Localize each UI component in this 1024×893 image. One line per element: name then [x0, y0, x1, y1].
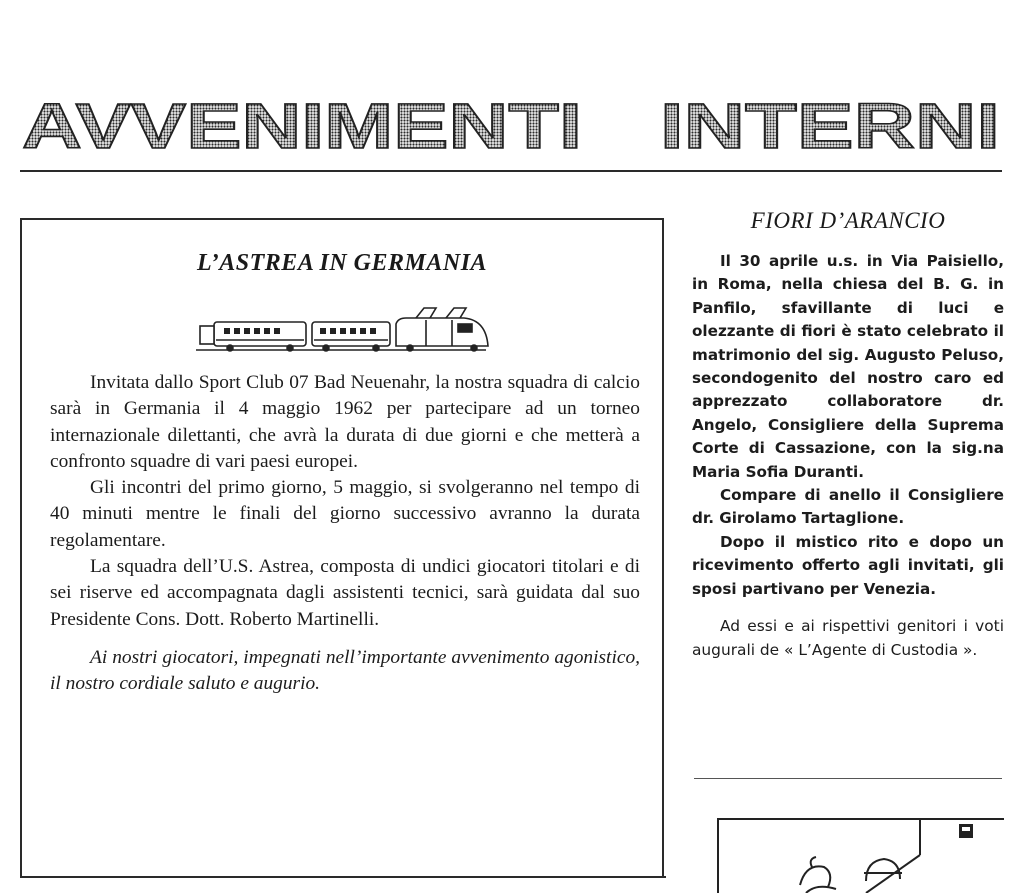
side-article-paragraph: Dopo il mistico rito e dopo un ricevimento offerto agli invitati, gli sposi partivano per Venezia. [692, 532, 1004, 598]
side-article-paragraph: Il 30 aprile u.s. in Via Paisiello, in Roma, nella chiesa del B. G. in Panfilo, sfavillante di luci e olezzante di fiori è stato celebrato il matrimonio del sig. Augusto Peluso, secondogenito del nostro caro ed apprezzato collaboratore dr. Angelo, Consigliere della Suprema Corte di Cassazione, con la sig.na Maria Sofia Duranti. [692, 252, 1004, 481]
side-article-regards-text: Ad essi e ai rispettivi genitori i voti augurali de « L’Agente di Custodia ». [692, 617, 1004, 659]
train-icon [194, 302, 490, 358]
svg-text:INTERNI: INTERNI [660, 98, 1000, 154]
main-article-box [20, 218, 664, 876]
masthead-lettering [22, 98, 1000, 154]
side-article-body [692, 250, 1004, 601]
cartoon-icon [716, 815, 1006, 893]
cartoon-illustration [716, 815, 1006, 893]
side-article-regards [692, 615, 1004, 662]
side-column-divider [694, 778, 1002, 779]
side-article-paragraph: Compare di anello il Consigliere dr. Girolamo Tartaglione. [692, 486, 1004, 528]
side-article [692, 208, 1004, 662]
masthead-divider [20, 170, 1002, 172]
main-article-closing: Ai nostri giocatori, impegnati nell’importante avvenimento agonistico, il nostro cordiale saluto e augurio. [50, 646, 640, 695]
section-masthead [22, 98, 1000, 154]
svg-text:AVVENIMENTI: AVVENIMENTI [22, 98, 582, 154]
main-article-bottom-rule [20, 876, 666, 878]
train-illustration [194, 302, 490, 358]
main-article-title: L’ASTREA IN GERMANIA [196, 250, 488, 276]
side-article-title: FIORI D’ARANCIO [750, 208, 946, 233]
main-article-paragraph: Gli incontri del primo giorno, 5 maggio, si svolgeranno nel tempo di 40 minuti mentre le finali del giorno successivo avranno la durata regolamentare. [50, 477, 640, 551]
main-article-body [50, 370, 640, 698]
main-article-paragraph: Invitata dallo Sport Club 07 Bad Neuenahr, la nostra squadra di calcio sarà in Germania il 4 maggio 1962 per partecipare ad un torneo internazionale dilettanti, che avrà la durata di due giorni e che metterà a confronto squadre di vari paesi europei. [50, 372, 640, 472]
main-article-paragraph: La squadra dell’U.S. Astrea, composta di undici giocatori titolari e di sei riserve ed accompagnata dagli assistenti tecnici, sarà guidata dal suo Presidente Cons. Dott. Roberto Martinelli. [50, 556, 640, 630]
